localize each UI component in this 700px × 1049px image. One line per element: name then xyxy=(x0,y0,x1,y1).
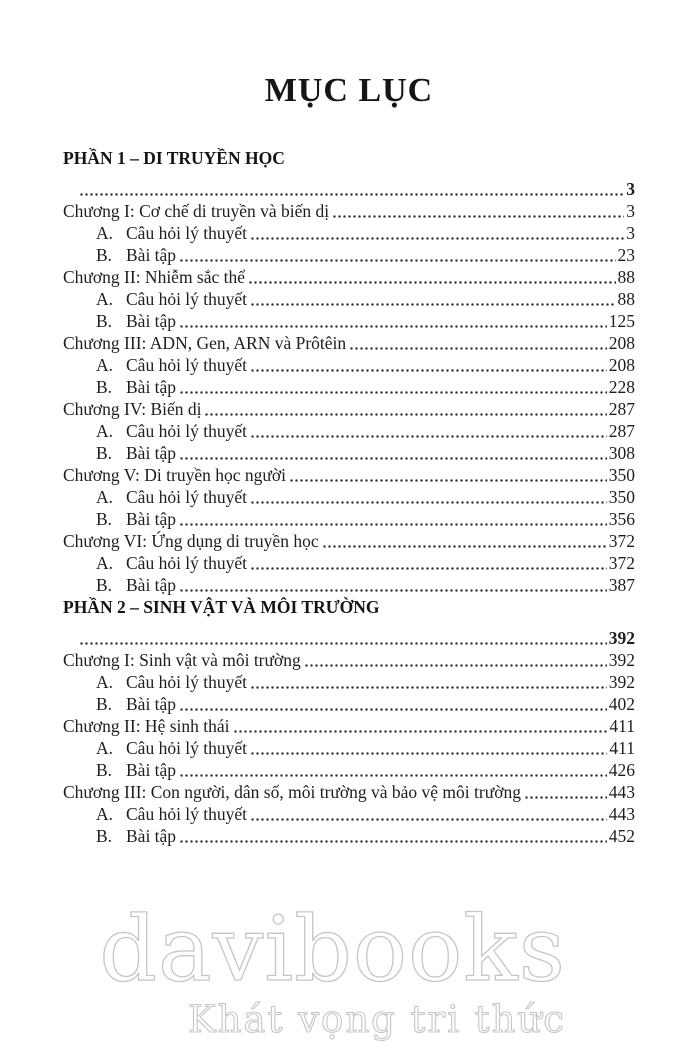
dotted-leader xyxy=(179,574,607,596)
dotted-leader xyxy=(250,552,607,574)
toc-entry-label: Chương III: Con người, dân số, môi trường và bảo vệ môi trường xyxy=(63,782,521,802)
toc-entry-label: Câu hỏi lý thuyết xyxy=(126,672,248,692)
toc-entry-label: Câu hỏi lý thuyết xyxy=(126,553,248,573)
toc-entry-marker: A. xyxy=(96,289,114,309)
toc-entry-marker: A. xyxy=(96,553,114,573)
dotted-leader xyxy=(179,376,607,398)
toc-entry-page: 426 xyxy=(608,760,635,780)
toc-chapter-row xyxy=(63,781,635,803)
toc-entry-page: 402 xyxy=(608,694,635,714)
dotted-leader xyxy=(524,781,607,803)
toc-entry-marker: B. xyxy=(96,245,113,265)
dotted-leader xyxy=(179,759,607,781)
toc-sub-row xyxy=(63,222,635,244)
toc-sub-row xyxy=(63,376,635,398)
toc-entry-marker: A. xyxy=(96,672,114,692)
dotted-leader xyxy=(250,803,607,825)
toc-entry-page: 228 xyxy=(608,377,635,397)
dotted-leader xyxy=(233,715,608,737)
toc-entry-marker: B. xyxy=(96,509,113,529)
dotted-leader xyxy=(250,671,607,693)
toc-entry-label: Chương I: Sinh vật và môi trường xyxy=(63,650,301,670)
toc-entry-page: 88 xyxy=(617,289,635,309)
toc-entry-label: Chương III: ADN, Gen, ARN và Prôtêin xyxy=(63,333,347,353)
toc-sub-row xyxy=(63,420,635,442)
toc-entry-label: Câu hỏi lý thuyết xyxy=(126,804,248,824)
toc-entry-marker: B. xyxy=(96,443,113,463)
toc-chapter-row xyxy=(63,200,635,222)
toc-entry-page: 23 xyxy=(617,245,635,265)
toc-chapter-row xyxy=(63,649,635,671)
toc-entry-label: Chương VI: Ứng dụng di truyền học xyxy=(63,531,319,551)
toc-entry-page: 411 xyxy=(609,716,635,736)
toc-part-heading xyxy=(63,147,635,169)
toc-sub-row xyxy=(63,442,635,464)
toc-sub-row xyxy=(63,574,635,596)
dotted-leader xyxy=(179,442,607,464)
toc-sub-row xyxy=(63,803,635,825)
toc-entry-label: Chương II: Nhiễm sắc thể xyxy=(63,267,246,287)
toc-entry-label: Câu hỏi lý thuyết xyxy=(126,738,248,758)
toc-entry-label: PHẦN 2 – SINH VẬT VÀ MÔI TRƯỜNG xyxy=(63,597,380,617)
toc-sub-row xyxy=(63,508,635,530)
toc-chapter-row xyxy=(63,715,635,737)
toc-sub-row xyxy=(63,288,635,310)
toc-entry-marker: B. xyxy=(96,760,113,780)
toc-entry-marker: A. xyxy=(96,223,114,243)
toc-entry-label: Bài tập xyxy=(126,694,177,714)
dotted-leader xyxy=(179,693,607,715)
toc-entry-label: Bài tập xyxy=(126,311,177,331)
dotted-leader xyxy=(289,464,607,486)
toc-entry-label: Câu hỏi lý thuyết xyxy=(126,487,248,507)
toc-sub-row xyxy=(63,759,635,781)
dotted-leader xyxy=(250,737,607,759)
watermark-brand: davibooks xyxy=(99,897,566,1002)
toc-chapter-row xyxy=(63,398,635,420)
toc-entry-page: 3 xyxy=(626,223,635,243)
toc-entry-page: 443 xyxy=(608,782,635,802)
toc-entry-page: 350 xyxy=(608,487,635,507)
toc-entry-label: Chương II: Hệ sinh thái xyxy=(63,716,230,736)
toc-entry-page: 372 xyxy=(608,553,635,573)
toc-entry-marker: B. xyxy=(96,826,113,846)
toc-entry-marker: A. xyxy=(96,355,114,375)
toc-entry-label: Bài tập xyxy=(126,760,177,780)
toc-entry-label: Bài tập xyxy=(126,509,177,529)
toc-entry-page: 287 xyxy=(608,399,635,419)
toc-entry-marker: A. xyxy=(96,487,114,507)
toc-entry-page: 452 xyxy=(608,826,635,846)
dotted-leader xyxy=(179,310,607,332)
toc-entry-page: 356 xyxy=(608,509,635,529)
toc-entry-page: 287 xyxy=(608,421,635,441)
dotted-leader xyxy=(204,398,606,420)
toc-entry-label: Câu hỏi lý thuyết xyxy=(126,355,248,375)
toc-entry-label: Câu hỏi lý thuyết xyxy=(126,223,248,243)
toc-entry-page: 392 xyxy=(608,672,635,692)
toc-part-page-row xyxy=(63,627,635,649)
toc-entry-page: 308 xyxy=(608,443,635,463)
toc-entry-marker: B. xyxy=(96,575,113,595)
toc-entry-marker: A. xyxy=(96,738,114,758)
toc-entry-page: 392 xyxy=(608,650,635,670)
dotted-leader xyxy=(250,288,615,310)
dotted-leader xyxy=(79,178,624,200)
toc-part-page-row xyxy=(63,178,635,200)
dotted-leader xyxy=(250,486,607,508)
toc-entry-label: Bài tập xyxy=(126,826,177,846)
dotted-leader xyxy=(349,332,607,354)
toc-list xyxy=(63,147,635,847)
toc-entry-label: Chương IV: Biến dị xyxy=(63,399,202,419)
toc-chapter-row xyxy=(63,464,635,486)
dotted-leader xyxy=(248,266,615,288)
toc-entry-marker: A. xyxy=(96,804,114,824)
watermark xyxy=(99,897,566,1041)
toc-entry-page: 392 xyxy=(608,628,635,648)
toc-chapter-row xyxy=(63,266,635,288)
toc-entry-marker: B. xyxy=(96,311,113,331)
toc-entry-label: Bài tập xyxy=(126,575,177,595)
toc-entry-page: 208 xyxy=(608,355,635,375)
toc-entry-page: 387 xyxy=(608,575,635,595)
toc-entry-page: 443 xyxy=(608,804,635,824)
dotted-leader xyxy=(250,420,607,442)
toc-sub-row xyxy=(63,552,635,574)
toc-entry-page: 3 xyxy=(626,201,635,221)
toc-sub-row xyxy=(63,244,635,266)
toc-entry-label: Chương V: Di truyền học người xyxy=(63,465,286,485)
toc-entry-page: 372 xyxy=(608,531,635,551)
toc-entry-label: Bài tập xyxy=(126,377,177,397)
toc-entry-page: 350 xyxy=(608,465,635,485)
toc-sub-row xyxy=(63,737,635,759)
dotted-leader xyxy=(322,530,607,552)
toc-sub-row xyxy=(63,671,635,693)
toc-entry-marker: A. xyxy=(96,421,114,441)
toc-entry-label: PHẦN 1 – DI TRUYỀN HỌC xyxy=(63,148,285,168)
toc-sub-row xyxy=(63,354,635,376)
dotted-leader xyxy=(79,627,607,649)
toc-entry-page: 125 xyxy=(608,311,635,331)
toc-entry-marker: B. xyxy=(96,377,113,397)
toc-chapter-row xyxy=(63,332,635,354)
toc-entry-page: 88 xyxy=(617,267,635,287)
toc-entry-marker: B. xyxy=(96,694,113,714)
toc-sub-row xyxy=(63,486,635,508)
toc-sub-row xyxy=(63,310,635,332)
toc-entry-page: 411 xyxy=(609,738,635,758)
toc-chapter-row xyxy=(63,530,635,552)
toc-entry-label: Câu hỏi lý thuyết xyxy=(126,421,248,441)
dotted-leader xyxy=(304,649,607,671)
toc-sub-row xyxy=(63,825,635,847)
toc-entry-page: 3 xyxy=(626,179,635,199)
dotted-leader xyxy=(179,244,615,266)
toc-sub-row xyxy=(63,693,635,715)
dotted-leader xyxy=(179,508,607,530)
toc-entry-label: Bài tập xyxy=(126,245,177,265)
toc-entry-label: Câu hỏi lý thuyết xyxy=(126,289,248,309)
page-title: MỤC LỤC xyxy=(264,72,434,109)
watermark-tagline: Khát vọng tri thức xyxy=(187,997,566,1041)
dotted-leader xyxy=(250,222,624,244)
toc-part-heading xyxy=(63,596,635,618)
toc-entry-label: Bài tập xyxy=(126,443,177,463)
dotted-leader xyxy=(179,825,607,847)
toc-entry-page: 208 xyxy=(608,333,635,353)
toc-entry-label: Chương I: Cơ chế di truyền và biến dị xyxy=(63,201,330,221)
dotted-leader xyxy=(332,200,624,222)
dotted-leader xyxy=(250,354,607,376)
